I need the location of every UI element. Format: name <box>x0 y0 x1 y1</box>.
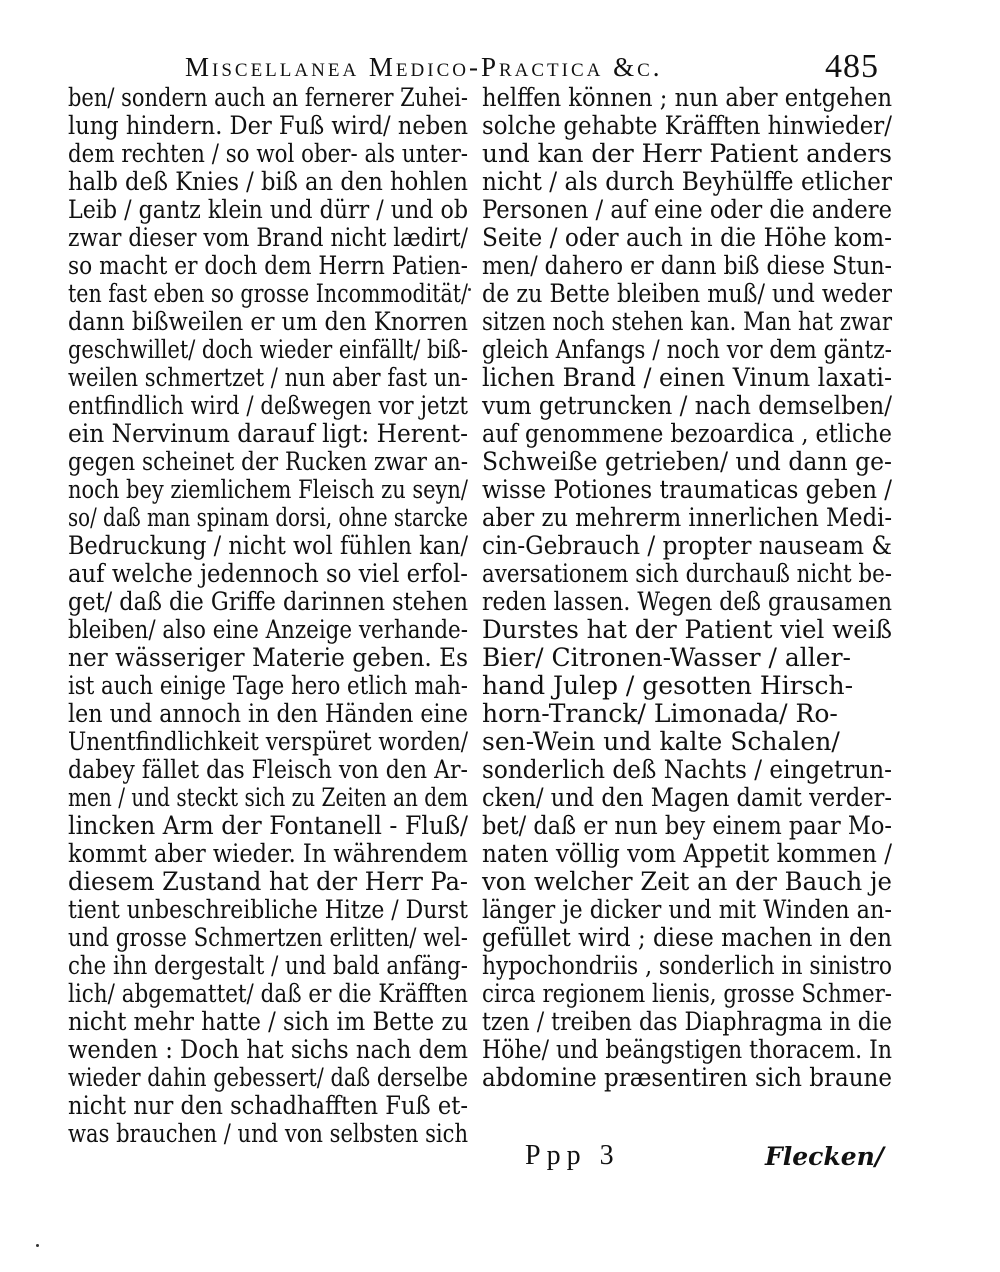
text-line: ner wässeriger Materie geben. Es <box>68 643 468 672</box>
text-line: noch bey ziemlichem Fleisch zu seyn/ <box>68 475 468 504</box>
text-line: entfindlich wird / deßwegen vor jetzt <box>68 391 468 420</box>
text-line: Leib / gantz klein und dürr / und ob <box>68 195 468 224</box>
text-line: wisse Potiones traumaticas geben / <box>482 475 892 504</box>
text-line: so macht er doch dem Herrn Patien- <box>68 251 468 280</box>
text-line: Unentfindlichkeit verspüret worden/ <box>68 727 468 756</box>
text-line: Durstes hat der Patient viel weiß <box>482 615 892 644</box>
text-line: che ihn dergestalt / und bald anfäng- <box>68 951 468 980</box>
text-line: gefüllet wird ; diese machen in den <box>482 923 892 952</box>
text-line: Personen / auf eine oder die andere <box>482 195 892 224</box>
text-line: hypochondriis , sonderlich in sinistro <box>482 951 892 980</box>
printer-signature: Ppp 3 <box>525 1140 620 1171</box>
text-line: und kan der Herr Patient anders <box>482 139 892 168</box>
left-text-column <box>68 84 468 1148</box>
text-line: ein Nervinum darauf ligt: Herent- <box>68 419 468 448</box>
text-line: diesem Zustand hat der Herr Pa- <box>68 867 468 896</box>
text-line: vum getruncken / nach demselben/ <box>482 391 892 420</box>
ink-speck <box>36 1244 39 1247</box>
running-title: Miscellanea Medico-Practica &c. <box>185 52 663 82</box>
text-line: kommt aber wieder. In währendem <box>68 839 468 868</box>
text-line: bleiben/ also eine Anzeige verhande- <box>68 615 468 644</box>
text-line: gegen scheinet der Rucken zwar an- <box>68 447 468 476</box>
text-line: circa regionem lienis, grosse Schmer- <box>482 979 892 1008</box>
text-line: weilen schmertzet / nun aber fast un- <box>68 363 468 392</box>
text-line: len und annoch in den Händen eine <box>68 699 468 728</box>
text-line: ist auch einige Tage hero etlich mah- <box>68 671 468 700</box>
text-line: get/ daß die Griffe darinnen stehen <box>68 587 468 616</box>
text-line: Bedruckung / nicht wol fühlen kan/ <box>68 531 468 560</box>
text-line: lichen Brand / einen Vinum laxati- <box>482 363 892 392</box>
text-line: auf genommene bezoardica , etliche <box>482 419 892 448</box>
text-line: aber zu mehrerm innerlichen Medi- <box>482 503 892 532</box>
text-line: so/ daß man spinam dorsi, ohne starcke <box>68 503 468 532</box>
catchword: Flecken/ <box>765 1142 884 1171</box>
text-line: sen-Wein und kalte Schalen/ <box>482 727 840 756</box>
text-line: tzen / treiben das Diaphragma in die <box>482 1007 892 1036</box>
text-line: men/ dahero er dann biß diese Stun- <box>482 251 892 280</box>
text-line: Bier/ Citronen-Wasser / aller- <box>482 643 851 672</box>
text-line: länger je dicker und mit Winden an- <box>482 895 892 924</box>
page-number: 485 <box>825 48 879 85</box>
text-line: dabey fället das Fleisch von den Ar- <box>68 755 468 784</box>
text-line: lich/ abgemattet/ daß er die Kräfften <box>68 979 468 1008</box>
text-line: naten völlig vom Appetit kommen / <box>482 839 892 868</box>
text-line: nicht / als durch Beyhülffe etlicher <box>482 167 892 196</box>
ink-speck <box>468 288 471 291</box>
text-line: ben/ sondern auch an fernerer Zuhei- <box>68 83 468 112</box>
text-line: nicht nur den schadhafften Fuß et- <box>68 1091 468 1120</box>
text-line: dann bißweilen er um den Knorren <box>68 307 468 336</box>
text-line: sonderlich deß Nachts / eingetrun- <box>482 755 892 784</box>
text-line: Höhe/ und beängstigen thoracem. In <box>482 1035 892 1064</box>
text-line: von welcher Zeit an der Bauch je <box>482 867 892 896</box>
text-line: und grosse Schmertzen erlitten/ wel- <box>68 923 468 952</box>
text-line: Schweiße getrieben/ und dann ge- <box>482 447 892 476</box>
text-line: aversationem sich durchauß nicht be- <box>482 559 892 588</box>
text-line: auf welche jedennoch so viel erfol- <box>68 559 468 588</box>
text-line: cin-Gebrauch / propter nauseam & <box>482 531 892 560</box>
text-line: gleich Anfangs / noch vor dem gäntz- <box>482 335 892 364</box>
text-line: Seite / oder auch in die Höhe kom- <box>482 223 892 252</box>
text-line: men / und steckt sich zu Zeiten an dem <box>68 783 468 812</box>
text-line: reden lassen. Wegen deß grausamen <box>482 587 892 616</box>
text-line: hand Julep / gesotten Hirsch- <box>482 671 854 700</box>
text-line: wenden : Doch hat sichs nach dem <box>68 1035 468 1064</box>
text-line: helffen können ; nun aber entgehen <box>482 83 892 112</box>
text-line: sitzen noch stehen kan. Man hat zwar <box>482 307 892 336</box>
text-line: ten fast eben so grosse Incommodität/ <box>68 279 468 308</box>
text-line: horn-Tranck/ Limonada/ Ro- <box>482 699 838 728</box>
text-line: tient unbeschreibliche Hitze / Durst <box>68 895 468 924</box>
text-line: halb deß Knies / biß an den hohlen <box>68 167 468 196</box>
text-line: wieder dahin gebessert/ daß derselbe <box>68 1063 468 1092</box>
text-line: was brauchen / und von selbsten sich <box>68 1119 468 1148</box>
text-line: abdomine præsentiren sich braune <box>482 1063 892 1092</box>
right-text-column <box>482 84 892 1092</box>
text-line: zwar dieser vom Brand nicht lædirt/ <box>68 223 468 252</box>
text-line: lincken Arm der Fontanell - Fluß/ <box>68 811 468 840</box>
text-line: lung hindern. Der Fuß wird/ neben <box>68 111 468 140</box>
text-line: cken/ und den Magen damit verder- <box>482 783 892 812</box>
text-line: de zu Bette bleiben muß/ und weder <box>482 279 892 308</box>
text-line: geschwillet/ doch wieder einfällt/ biß- <box>68 335 468 364</box>
text-line: bet/ daß er nun bey einem paar Mo- <box>482 811 892 840</box>
text-line: solche gehabte Kräfften hinwieder/ <box>482 111 892 140</box>
text-line: nicht mehr hatte / sich im Bette zu <box>68 1007 468 1036</box>
text-line: dem rechten / so wol ober- als unter- <box>68 139 468 168</box>
